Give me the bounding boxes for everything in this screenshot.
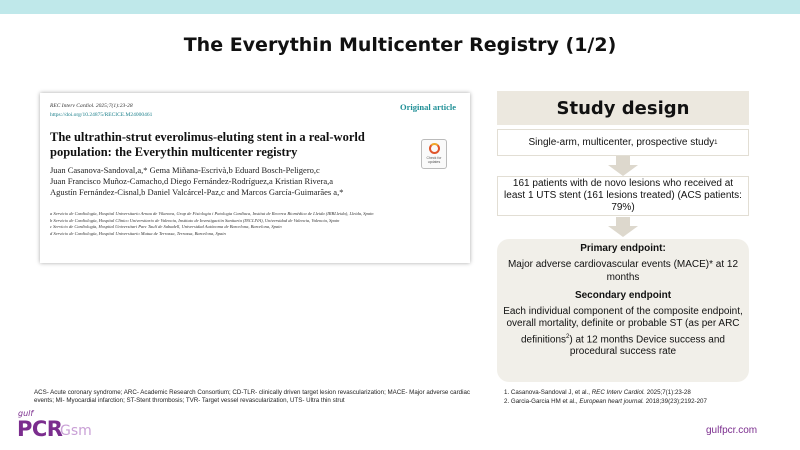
primary-endpoint-text: Major adverse cardiovascular events (MACE)* at 12 months <box>507 259 739 283</box>
affiliation-line: b Servicio de Cardiología, Hospital Clínico Universitario de Valencia, Instituto de Investigación Sanitaria (INCLIVA), Universidad de Valencia, Valencia, Spain <box>50 217 340 223</box>
ref2-authors: 2. Garcia-Garcia HM et al., <box>504 397 580 405</box>
logo-gulf-text: gulf <box>18 409 34 418</box>
ref2-journal: European heart journal. <box>579 397 644 405</box>
study-population-box: 161 patients with de novo lesions who received at least 1 UTS stent (161 lesions treated) (ACS patients: 79%) <box>497 176 749 216</box>
article-title: The ultrathin-strut everolimus-eluting stent in a real-world population: the Everythin multicenter registry <box>50 130 365 159</box>
logo-gsm-text: Gsm <box>60 423 92 439</box>
secondary-ref-sup: 2 <box>566 333 570 340</box>
reference-item <box>504 389 784 398</box>
logo-pcr-text: PCR <box>17 417 63 441</box>
ref1-citation: 2025;7(1):23-28 <box>645 389 691 396</box>
down-arrow-icon <box>608 156 638 176</box>
secondary-endpoint-heading: Secondary endpoint <box>574 289 672 301</box>
secondary-text-part-a: Each individual component of the composite endpoint, overall mortality, definite or probable ST (as per ARC definitions <box>503 306 743 346</box>
article-type-label: Original article <box>400 102 456 112</box>
reference-item <box>504 398 784 407</box>
secondary-endpoint-text <box>497 306 749 359</box>
article-thumbnail <box>40 93 470 263</box>
affiliation-line: c Servicio de Cardiología, Hospital Universitari Parc Taulí de Sabadell, Universidad Autónoma de Barcelona, Barcelona, Spain <box>50 224 282 230</box>
crossmark-circle-icon <box>429 143 440 154</box>
down-arrow-icon <box>608 217 638 237</box>
author-line: Agustín Fernández-Cisnal,b Daniel Valcárcel-Paz,c and Marcos García-Guimarães a,* <box>50 187 344 197</box>
endpoints-box <box>497 239 749 382</box>
article-authors <box>50 165 440 198</box>
references-list <box>504 389 784 406</box>
top-accent-band <box>0 0 800 14</box>
affiliation-line: a Servicio de Cardiología, Hospital Universitario Arnau de Vilanova, Grup de Fisiologia i Patologia Cardíaca, Institut de Recerca Biomèdica de Lleida (IRBLleida), Lleida, Spain <box>50 211 374 216</box>
secondary-text-part-b: ) at 12 months Device success and procedural success rate <box>569 334 725 358</box>
slide-title: The Everythin Multicenter Registry (1/2) <box>183 34 617 56</box>
study-design-type-box <box>497 129 749 156</box>
article-doi: https://doi.org/10.24875/RECICE.M24000461 <box>50 112 153 118</box>
primary-endpoint-heading: Primary endpoint: <box>580 243 666 254</box>
ref2-citation: 2018;39(23);2192-207 <box>643 397 707 405</box>
ref1-journal: REC Interv Cardiol. <box>591 389 646 396</box>
study-design-type-text: Single-arm, multicenter, prospective study <box>528 137 715 148</box>
article-journal-line: REC Interv Cardiol. 2025;7(1):23-28 <box>50 103 133 109</box>
ref1-authors: 1. Casanova-Sandoval J, et al., <box>504 389 592 396</box>
crossmark-label: Check for updates <box>426 156 442 164</box>
abbreviations-footnote: ACS- Acute coronary syndrome; ARC- Academic Research Consortium; CD-TLR- clinically driven target lesion revascularization; MACE- Major adverse cardiac events; MI- Myocardial infarction; ST-Stent thrombosis; TVR- Target vessel revascularization, UTS- Ultra thin strut <box>34 389 471 405</box>
article-affiliations <box>50 211 460 237</box>
website-url: gulfpcr.com <box>706 425 758 436</box>
study-design-header: Study design <box>497 91 749 125</box>
affiliation-line: d Servicio de Cardiología, Hospital Universitario Mutua de Terrassa, Terrassa, Barcelona, Spain <box>50 230 226 236</box>
author-line: Juan Francisco Muñoz-Camacho,d Diego Fernández-Rodríguez,a Kristian Rivera,a <box>50 176 334 186</box>
author-line: Juan Casanova-Sandoval,a,* Gema Miñana-Escrivà,b Eduard Bosch-Peligero,c <box>50 165 320 175</box>
study-design-ref-sup: 1 <box>714 139 718 146</box>
